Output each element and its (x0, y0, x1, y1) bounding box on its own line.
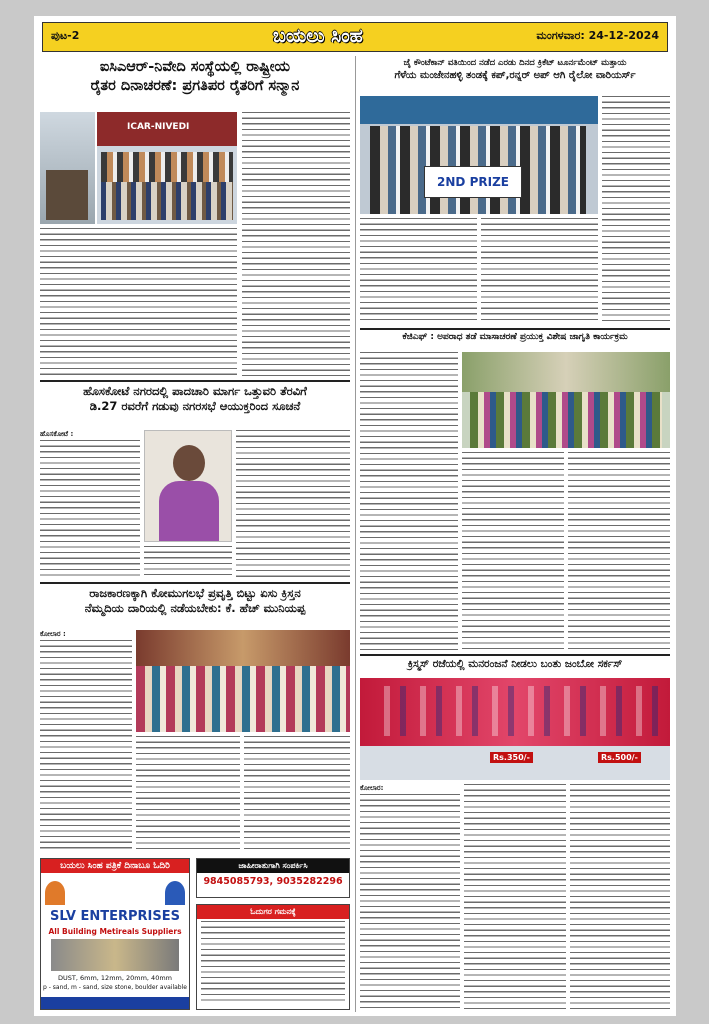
commissioner-portrait (144, 430, 232, 542)
kgf-awareness-photo (462, 352, 670, 448)
cricket-prize-photo (360, 96, 598, 214)
ad-contact-label: ಜಾಹೀರಾತುಗಾಗಿ ಸಂಪರ್ಕಿಸಿ (197, 859, 349, 873)
ad-address-bar (41, 997, 189, 1009)
page-number: ಪುಟ-2 (51, 29, 80, 42)
cricket-col3-text (602, 96, 670, 324)
reader-notice-box (196, 904, 350, 1010)
circus-col3-text (570, 784, 670, 1010)
section-rule (360, 654, 670, 656)
dateline: ಹೊಸಕೋಟೆ : (40, 430, 74, 438)
newspaper-page (34, 16, 676, 1016)
cricket-col1-text (360, 218, 477, 324)
ticket-price-1: Rs.350/- (490, 752, 533, 763)
section-rule (40, 582, 350, 584)
section-rule (40, 380, 350, 382)
story-muniyappa-headline (40, 586, 350, 628)
story-kgf-headline (360, 332, 670, 348)
headline-line: ಜೈ ಕೌಂಟೆಕಾನ್ ವತಿಯಿಂದ ನಡೆದ ಎರಡು ದಿನದ ಕ್ರಿಕೆಟ್ ಟೂರ್ನಮೆಂಟ್ ಮತ್ತಾಯ (403, 58, 627, 68)
headline-line: ಡಿ.27 ರವರೆಗೆ ಗಡುವು ನಗರಸಭೆ ಆಯುಕ್ತರಿಂದ ಸೂಚನೆ (89, 398, 301, 413)
headline-line: ಹೊಸಕೋಟೆ ನಗರದಲ್ಲಿ ಪಾದಚಾರಿ ಮಾರ್ಗ ಒತ್ತುವರಿ ತೆರವಿಗೆ (83, 384, 307, 398)
headline-line: ಐಸಿಎಆರ್-ನಿವೇದಿ ಸಂಸ್ಥೆಯಲ್ಲಿ ರಾಷ್ಟ್ರೀಯ (99, 59, 291, 75)
headline-line: ನೆಮ್ಮದಿಯ ದಾರಿಯಲ್ಲಿ ನಡೆಯಬೇಕು: ಕೆ. ಹೆಚ್ ಮುನಿಯಪ್ಪ (84, 600, 306, 615)
ad-tagline: All Building Metireals Suppliers (48, 927, 182, 936)
ad-contact-box (196, 858, 350, 898)
dateline: ಕೋಲಾರ: (360, 784, 384, 792)
issue-date: ಮಂಗಳವಾರ: 24-12-2024 (536, 29, 659, 42)
ad-products-2: p - sand, m - sand, size stone, boulder available (43, 984, 187, 991)
muniyappa-col1 (40, 630, 132, 852)
icar-event-photo (97, 112, 237, 224)
icar-body-text-col2 (242, 112, 350, 376)
hoskote-col3-text (236, 430, 350, 578)
headline-line: ಕೆಜಿಎಫ್ : ಅಪರಾಧ ತಡೆ ಮಾಸಾಚರಣೆ ಪ್ರಯುಕ್ತ ವಿಶೇಷ ಜಾಗೃತಿ ಕಾರ್ಯಕ್ರಮ (402, 332, 628, 342)
christmas-event-photo (136, 630, 350, 732)
headline-line: ರಾಜಕಾರಣಕ್ಕಾಗಿ ಕೋಮುಗಲಭೆ ಪ್ರವೃತ್ತಿ ಬಿಟ್ಟು ಏಸು ಕ್ರಿಸ್ತನ (89, 586, 301, 600)
cricket-col2-text (481, 218, 598, 324)
circus-banner-photo (360, 678, 670, 780)
materials-image (51, 939, 179, 971)
hoskote-col2-text (144, 546, 232, 578)
ad-brand: SLV ENTERPRISES (50, 909, 180, 924)
ad-contact-phones: 9845085793, 9035282296 (203, 876, 343, 887)
headline-line: ಗೆಳೆಯ ಮಂಜೇನಹಳ್ಳಿ ತಂಡಕ್ಕೆ ಕಪ್,ರನ್ನರ್ ಅಪ್ ಆಗಿ ರೈಲೋ ವಾರಿಯರ್ಸ್ (394, 70, 636, 82)
notice-header: ಓದುಗರ ಗಮನಕ್ಕೆ (197, 905, 349, 919)
icar-banner-text: ICAR-NIVEDI (127, 122, 190, 132)
kgf-col2-text (462, 452, 564, 650)
newspaper-title: ಬಯಲು ಸಿಂಹ (273, 25, 363, 47)
circus-col2-text (464, 784, 566, 1010)
prize-text: 2ND PRIZE (437, 175, 509, 189)
ad-header: ಬಯಲು ಸಿಂಹ ಪತ್ರಿಕೆ ದಿನಾಬೂ ಓದಿರಿ (41, 859, 189, 873)
deity-image (165, 881, 185, 905)
deity-image (45, 881, 65, 905)
slv-enterprises-ad (40, 858, 190, 1010)
prize-cheque (424, 166, 522, 198)
headline-line: ರೈತರ ದಿನಾಚರಣೆ: ಪ್ರಗತಿಪರ ರೈತರಿಗೆ ಸನ್ಮಾನ (90, 77, 300, 94)
kgf-col1-text (360, 352, 458, 650)
dateline: ಕೋಲಾರ : (40, 630, 66, 638)
hoskote-col1 (40, 430, 140, 578)
section-rule (360, 328, 670, 330)
story-circus-headline (360, 658, 670, 676)
icar-side-photo (40, 112, 95, 224)
story-icar-headline (40, 58, 350, 110)
muniyappa-col2-text (136, 736, 240, 852)
ticket-price-2: Rs.500/- (598, 752, 641, 763)
masthead (42, 22, 668, 52)
icar-body-text (40, 228, 237, 376)
muniyappa-col3-text (244, 736, 350, 852)
column-divider (355, 56, 356, 1012)
headline-line: ಕ್ರಿಸ್ಮಸ್ ರಜೆಯಲ್ಲಿ ಮನರಂಜನೆ ನೀಡಲು ಬಂತು ಜಂಬೋ ಸರ್ಕಸ್ (407, 658, 623, 670)
kgf-col3-text (568, 452, 670, 650)
ad-products: DUST, 6mm, 12mm, 20mm, 40mm (58, 974, 172, 982)
circus-col1 (360, 784, 460, 1010)
story-cricket-headline (360, 58, 670, 96)
story-hoskote-headline (40, 384, 350, 428)
